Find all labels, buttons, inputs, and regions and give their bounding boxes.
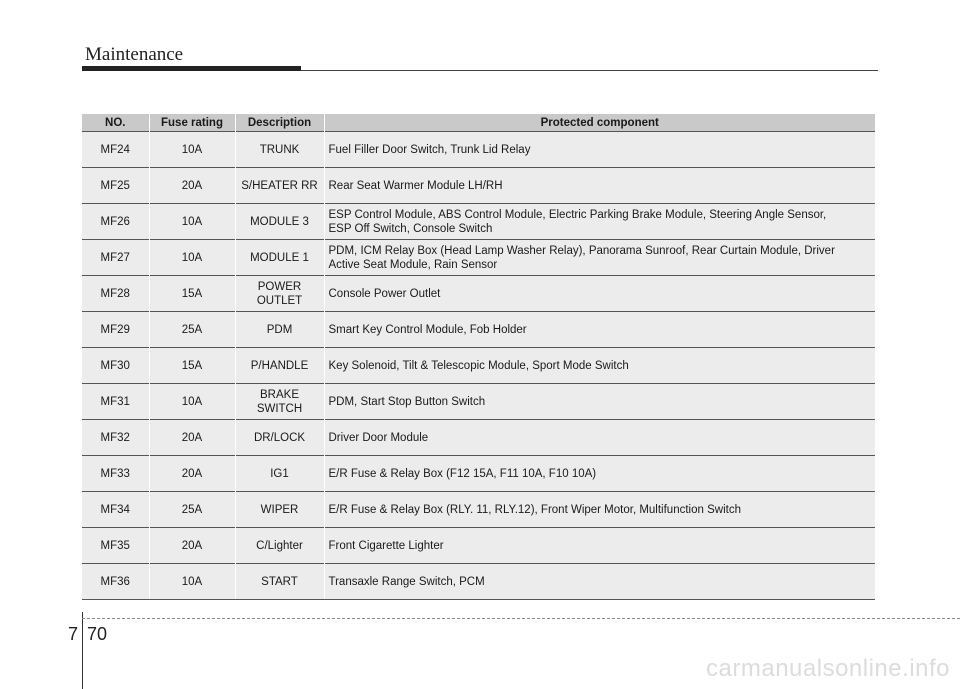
fuse-description-cell	[235, 240, 324, 276]
component-line: Key Solenoid, Tilt & Telescopic Module, Sport Mode Switch	[328, 359, 629, 372]
fuse-number-cell: MF27	[82, 240, 149, 276]
fuse-number-cell: MF30	[82, 348, 149, 384]
header-accent-bar	[82, 66, 301, 71]
fuse-number-cell: MF34	[82, 492, 149, 528]
component-line: E/R Fuse & Relay Box (F12 15A, F11 10A, F10 10A)	[328, 467, 597, 480]
description-line: S/HEATER RR	[241, 179, 318, 192]
fuse-rating-cell: 10A	[149, 240, 235, 276]
fuse-rating-cell: 20A	[149, 456, 235, 492]
fuse-table	[82, 114, 875, 600]
protected-component-cell	[324, 276, 875, 312]
fuse-description-cell	[235, 348, 324, 384]
fuse-number-cell: MF36	[82, 564, 149, 600]
header-rule	[301, 70, 878, 71]
component-line: Active Seat Module, Rain Sensor	[328, 258, 498, 271]
fuse-rating-cell: 20A	[149, 528, 235, 564]
description-line: BRAKE	[260, 388, 299, 401]
page-number: 70	[87, 624, 108, 644]
footer-divider	[82, 612, 83, 689]
fuse-description-cell	[235, 420, 324, 456]
table-row	[82, 240, 875, 276]
fuse-number-cell: MF29	[82, 312, 149, 348]
protected-component-cell	[324, 348, 875, 384]
fuse-description-cell	[235, 204, 324, 240]
fuse-description-cell	[235, 528, 324, 564]
table-row	[82, 564, 875, 600]
fuse-number-cell: MF35	[82, 528, 149, 564]
table-header-row	[82, 114, 875, 132]
protected-component-cell	[324, 564, 875, 600]
fuse-rating-cell: 10A	[149, 132, 235, 168]
fuse-number-cell: MF33	[82, 456, 149, 492]
component-line: Front Cigarette Lighter	[328, 539, 444, 552]
table-row	[82, 204, 875, 240]
fuse-number-cell: MF24	[82, 132, 149, 168]
description-line: P/HANDLE	[250, 359, 309, 372]
fuse-number-cell: MF32	[82, 420, 149, 456]
component-line: Transaxle Range Switch, PCM	[328, 575, 485, 588]
column-header-fuse-rating: Fuse rating	[149, 114, 235, 132]
protected-component-cell	[324, 456, 875, 492]
fuse-table-body	[82, 132, 875, 600]
fuse-description-cell	[235, 384, 324, 420]
table-row	[82, 456, 875, 492]
fuse-description-cell	[235, 564, 324, 600]
protected-component-cell	[324, 168, 875, 204]
fuse-description-cell	[235, 168, 324, 204]
fuse-description-cell	[235, 312, 324, 348]
description-line: WIPER	[260, 503, 299, 516]
watermark: carmanualsonline.info	[706, 655, 950, 682]
fuse-rating-cell: 10A	[149, 564, 235, 600]
component-line: Driver Door Module	[328, 431, 429, 444]
fuse-number-cell: MF26	[82, 204, 149, 240]
fuse-rating-cell: 10A	[149, 384, 235, 420]
component-line: PDM, ICM Relay Box (Head Lamp Washer Relay), Panorama Sunroof, Rear Curtain Module, Driver	[328, 244, 835, 257]
component-line: Smart Key Control Module, Fob Holder	[328, 323, 527, 336]
fuse-description-cell	[235, 492, 324, 528]
fuse-description-cell	[235, 456, 324, 492]
component-line: ESP Control Module, ABS Control Module, Electric Parking Brake Module, Steering Angle Sensor,	[328, 208, 827, 221]
component-line: Fuel Filler Door Switch, Trunk Lid Relay	[328, 143, 531, 156]
fuse-rating-cell: 20A	[149, 168, 235, 204]
footer-dashed-rule	[82, 618, 960, 619]
table-row	[82, 492, 875, 528]
page-header-title: Maintenance	[85, 44, 184, 65]
protected-component-cell	[324, 528, 875, 564]
fuse-rating-cell: 10A	[149, 204, 235, 240]
description-line: IG1	[270, 467, 289, 480]
description-line: PDM	[266, 323, 293, 336]
component-line: PDM, Start Stop Button Switch	[328, 395, 486, 408]
fuse-rating-cell: 25A	[149, 492, 235, 528]
protected-component-cell	[324, 240, 875, 276]
fuse-rating-cell: 15A	[149, 276, 235, 312]
component-line: E/R Fuse & Relay Box (RLY. 11, RLY.12), Front Wiper Motor, Multifunction Switch	[328, 503, 741, 516]
description-line: DR/LOCK	[253, 431, 306, 444]
component-line: Rear Seat Warmer Module LH/RH	[328, 179, 503, 192]
protected-component-cell	[324, 312, 875, 348]
component-line: ESP Off Switch, Console Switch	[328, 222, 493, 235]
description-line: C/Lighter	[256, 539, 303, 552]
fuse-number-cell: MF25	[82, 168, 149, 204]
description-line: MODULE 1	[250, 251, 309, 264]
component-line: Console Power Outlet	[328, 287, 441, 300]
table-row	[82, 276, 875, 312]
table-row	[82, 132, 875, 168]
protected-component-cell	[324, 420, 875, 456]
table-row	[82, 528, 875, 564]
column-header-description: Description	[235, 114, 324, 132]
protected-component-cell	[324, 204, 875, 240]
column-header-protected-component: Protected component	[324, 114, 875, 132]
page-chapter-number: 7	[68, 624, 79, 644]
table-row	[82, 168, 875, 204]
description-line: OUTLET	[256, 294, 303, 307]
fuse-rating-cell: 20A	[149, 420, 235, 456]
description-line: POWER	[257, 280, 302, 293]
column-header-no: NO.	[82, 114, 149, 132]
fuse-description-cell	[235, 276, 324, 312]
protected-component-cell	[324, 492, 875, 528]
description-line: START	[261, 575, 298, 588]
fuse-description-cell	[235, 132, 324, 168]
description-line: TRUNK	[259, 143, 300, 156]
description-line: SWITCH	[256, 402, 303, 415]
fuse-rating-cell: 25A	[149, 312, 235, 348]
table-row	[82, 348, 875, 384]
fuse-number-cell: MF28	[82, 276, 149, 312]
table-row	[82, 420, 875, 456]
description-line: MODULE 3	[250, 215, 309, 228]
protected-component-cell	[324, 132, 875, 168]
fuse-rating-cell: 15A	[149, 348, 235, 384]
table-row	[82, 384, 875, 420]
fuse-number-cell: MF31	[82, 384, 149, 420]
table-row	[82, 312, 875, 348]
protected-component-cell	[324, 384, 875, 420]
